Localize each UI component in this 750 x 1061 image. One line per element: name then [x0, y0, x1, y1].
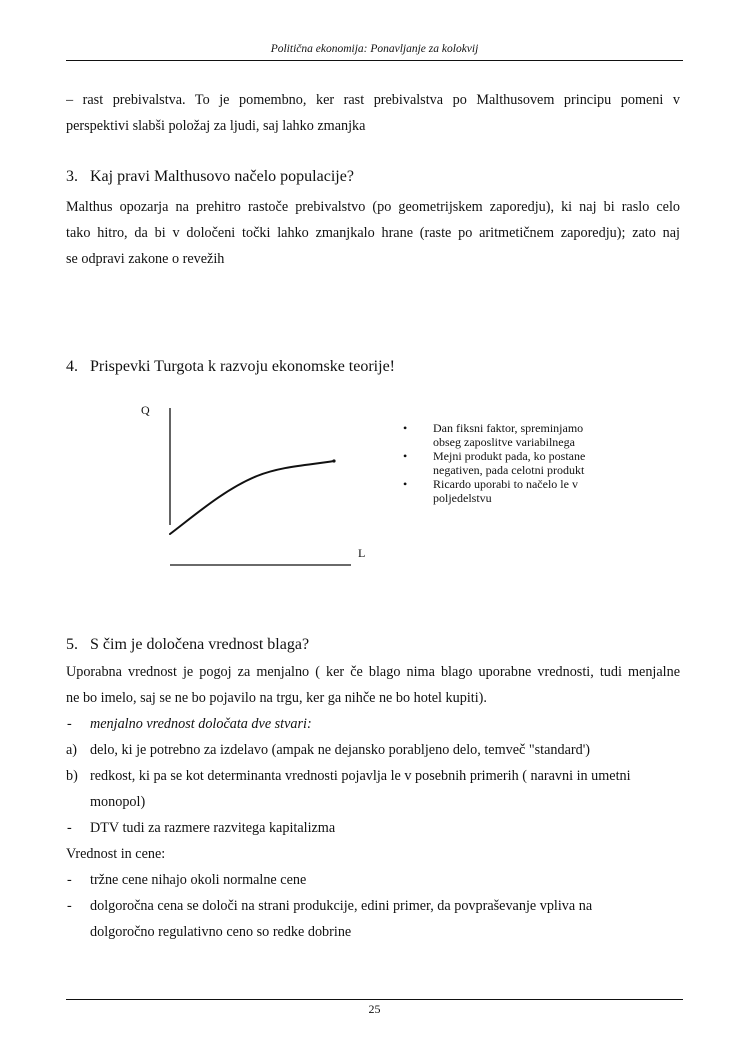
dash-marker: -: [67, 872, 72, 888]
bullet-icon: •: [403, 449, 408, 463]
question-5-heading: S čim je določena vrednost blaga?: [90, 636, 310, 653]
list-item-text: tržne cene nihajo okoli normalne cene: [90, 872, 307, 888]
list-item-text: delo, ki je potrebno za izdelavo (ampak ne dejansko porabljeno delo, temveč "standard'): [90, 742, 590, 758]
bullet-item: [403, 421, 623, 449]
running-header: Politična ekonomija: Ponavljanje za kolokvij: [270, 43, 479, 55]
dash-marker: -: [67, 716, 72, 732]
bullet-text: poljedelstvu: [433, 491, 492, 505]
list-item-text: monopol): [90, 794, 146, 810]
bullet-text: Ricardo uporabi to načelo le v: [433, 477, 578, 491]
bullet-text: Mejni produkt pada, ko postane: [433, 449, 586, 463]
question-4-number: 4.: [66, 358, 78, 375]
list-marker-b: b): [66, 768, 78, 784]
bullet-text: negativen, pada celotni produkt: [433, 463, 585, 477]
list-marker-a: a): [66, 742, 78, 758]
dash-marker: -: [67, 898, 72, 914]
list-item-text: dolgoročna cena se določi na strani produkcije, edini primer, da povpraševanje vpliva na: [90, 898, 593, 914]
total-product-curve: [170, 461, 334, 534]
question-4-heading: Prispevki Turgota k razvoju ekonomske teorije!: [90, 358, 395, 375]
bullet-text: obseg zaposlitve variabilnega: [433, 435, 575, 449]
paragraph-line: se odpravi zakone o revežih: [66, 251, 225, 267]
list-item-text: DTV tudi za razmere razvitega kapitalizma: [90, 820, 336, 836]
dash-marker: -: [67, 820, 72, 836]
list-item-text: redkost, ki pa se kot determinanta vrednosti pojavlja le v posebnih primerih ( naravni in umetni: [90, 768, 631, 784]
bullet-item: [403, 449, 623, 477]
y-axis-label: Q: [141, 403, 150, 417]
paragraph-line: tako hitro, da bi v določeni točki lahko zmanjkalo hrane (raste po aritmetičnem zaporedju); zato naj: [66, 225, 680, 241]
question-3-number: 3.: [66, 168, 78, 185]
paragraph-line: perspektivi slabši položaj za ljudi, saj lahko zmanjka: [66, 118, 366, 134]
list-item-text: dolgoročno regulativno ceno so redke dobrine: [90, 924, 352, 940]
bullet-item: [403, 477, 623, 505]
diagram-bullet-list: [403, 421, 623, 505]
paragraph-line: ne bo imelo, saj se ne bo pojavilo na trgu, ker ga nihče ne bo hotel kupiti).: [66, 690, 487, 706]
question-3-heading: Kaj pravi Malthusovo načelo populacije?: [90, 168, 354, 185]
paragraph-line: Malthus opozarja na prehitro rastoče prebivalstvo (po geometrijskem zaporedju), ki naj bi raslo celo: [66, 199, 680, 215]
page-number: 25: [368, 1002, 381, 1016]
list-item-text: menjalno vrednost določata dve stvari:: [90, 716, 312, 732]
question-5-number: 5.: [66, 636, 78, 653]
x-axis-label: L: [358, 546, 366, 560]
curve-end-point: [332, 459, 335, 462]
bullet-icon: •: [403, 477, 408, 491]
subheading: Vrednost in cene:: [66, 846, 166, 862]
bullet-text: Dan fiksni faktor, spreminjamo: [433, 421, 584, 435]
bullet-icon: •: [403, 421, 408, 435]
paragraph-line: Uporabna vrednost je pogoj za menjalno ( ker če blago nima blago uporabne vrednosti, tudi menjalne: [66, 664, 680, 680]
paragraph-line: – rast prebivalstva. To je pomembno, ker rast prebivalstva po Malthusovem principu pomeni v: [66, 92, 680, 108]
